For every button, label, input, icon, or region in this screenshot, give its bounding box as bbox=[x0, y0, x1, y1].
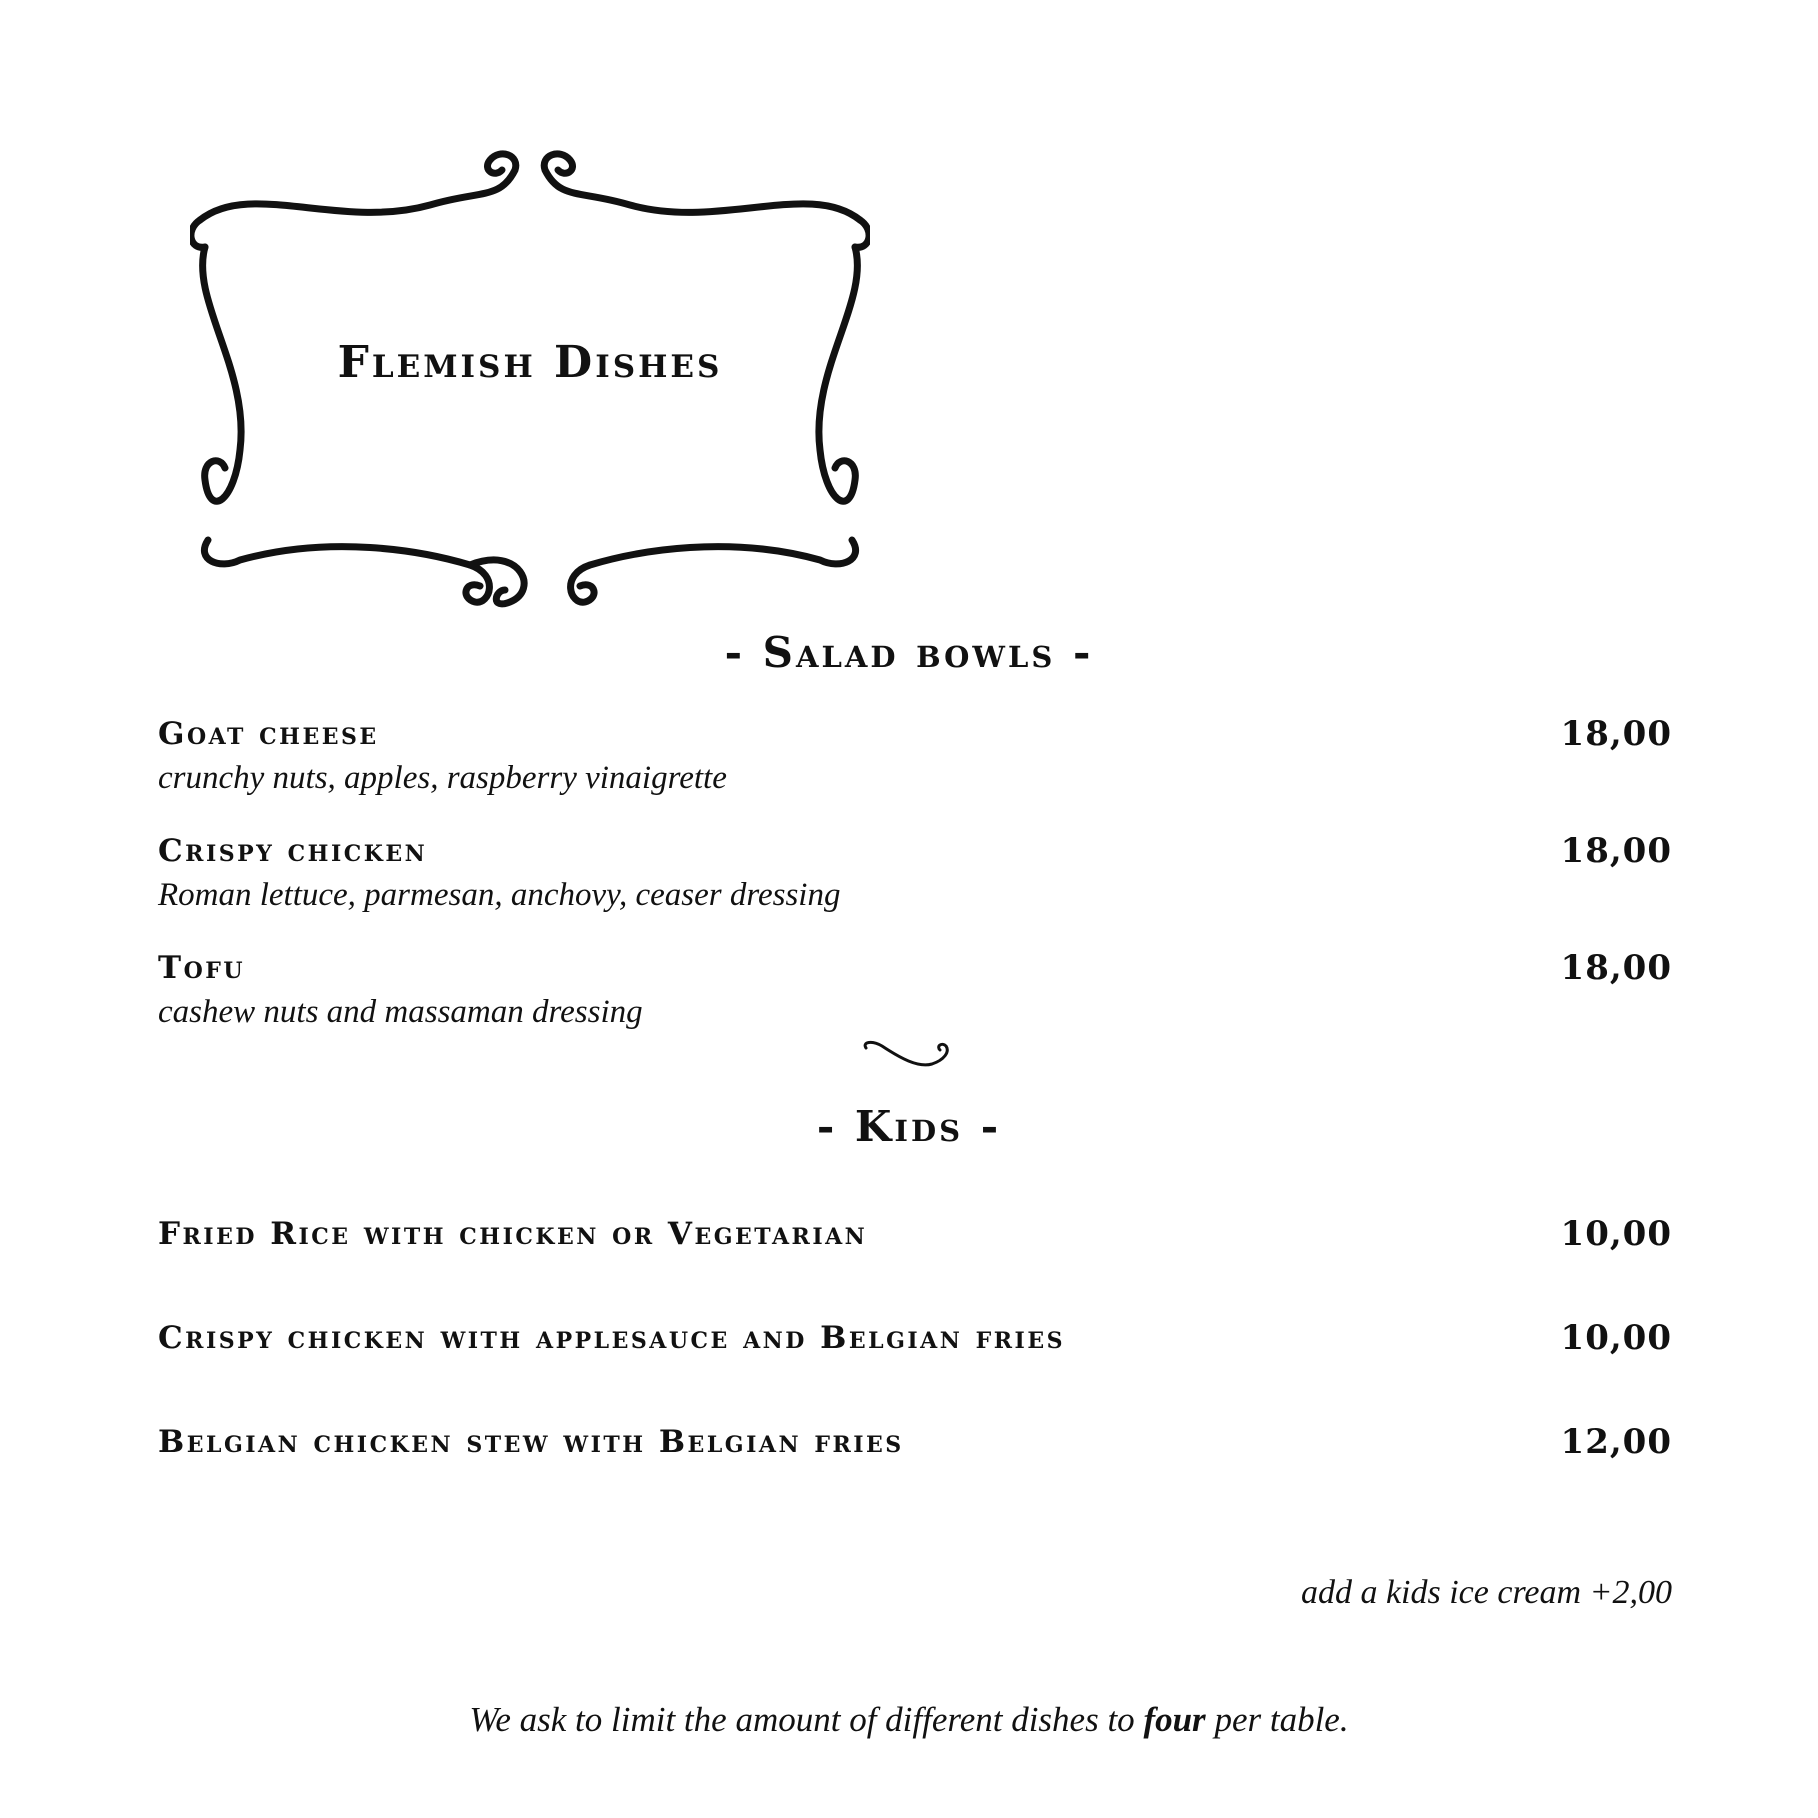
swash-divider bbox=[860, 1038, 952, 1074]
footer-emphasis: four bbox=[1143, 1700, 1206, 1739]
item-description: Roman lettuce, parmesan, anchovy, ceaser dressing bbox=[158, 877, 841, 913]
menu-item-goat-cheese bbox=[158, 716, 1672, 798]
section-heading-salad-bowls: - Salad bowls - bbox=[724, 628, 1094, 677]
item-price: 18,00 bbox=[1560, 948, 1672, 988]
item-name: Crispy chicken bbox=[158, 833, 428, 869]
item-price: 18,00 bbox=[1560, 831, 1672, 871]
section-heading-kids: - Kids - bbox=[816, 1102, 1002, 1151]
item-name: Belgian chicken stew with Belgian fries bbox=[158, 1424, 904, 1460]
item-price: 18,00 bbox=[1560, 714, 1672, 754]
item-description: cashew nuts and massaman dressing bbox=[158, 994, 643, 1030]
menu-item-fried-rice bbox=[158, 1216, 1672, 1252]
footer-note bbox=[0, 1700, 1818, 1740]
item-price: 10,00 bbox=[1560, 1214, 1672, 1254]
menu-title: Flemish Dishes bbox=[337, 337, 723, 388]
menu-item-crispy-chicken-applesauce bbox=[158, 1320, 1672, 1356]
item-name: Tofu bbox=[158, 950, 246, 986]
item-name: Goat cheese bbox=[158, 716, 379, 752]
item-price: 12,00 bbox=[1560, 1422, 1672, 1462]
menu-item-crispy-chicken bbox=[158, 833, 1672, 915]
item-name: Crispy chicken with applesauce and Belgian fries bbox=[158, 1320, 1066, 1356]
item-description: crunchy nuts, apples, raspberry vinaigrette bbox=[158, 760, 727, 796]
menu-item-belgian-chicken-stew bbox=[158, 1424, 1672, 1460]
footer-text-before: We ask to limit the amount of different dishes to bbox=[469, 1700, 1144, 1739]
item-name: Fried Rice with chicken or Vegetarian bbox=[158, 1216, 868, 1252]
menu-item-tofu bbox=[158, 950, 1672, 1032]
item-price: 10,00 bbox=[1560, 1318, 1672, 1358]
footer-text-after: per table. bbox=[1205, 1700, 1349, 1739]
kids-ice-cream-note: add a kids ice cream +2,00 bbox=[1300, 1574, 1672, 1611]
